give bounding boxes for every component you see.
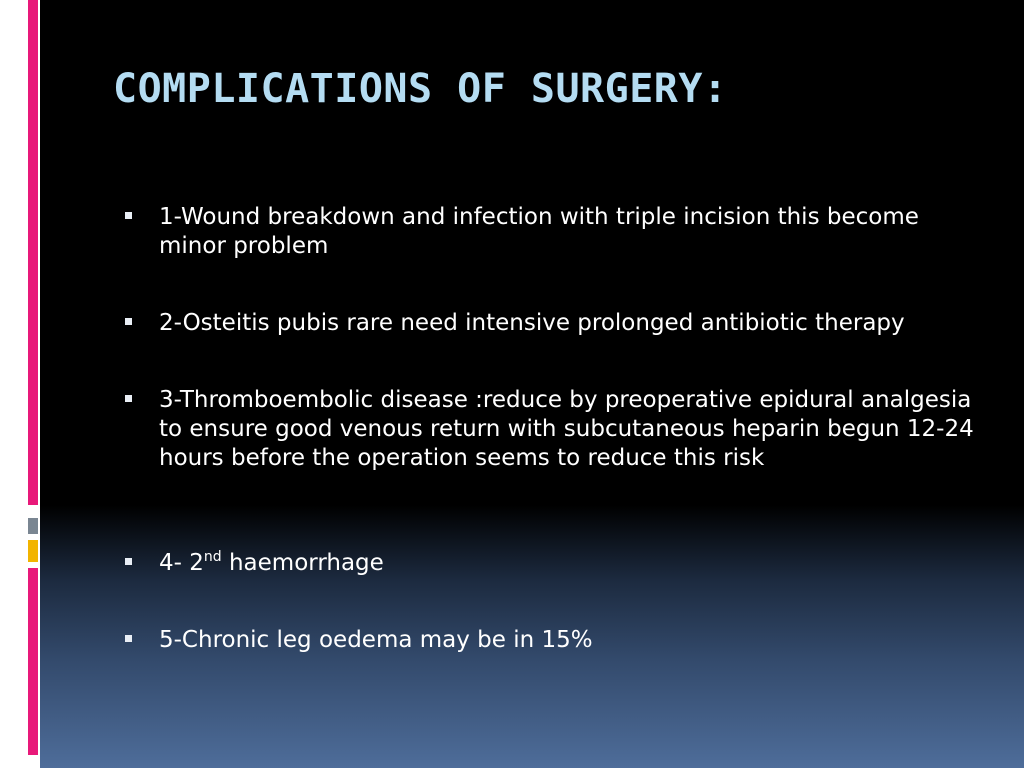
- bullet-text-4: [159, 549, 974, 578]
- ordinal-superscript: nd: [203, 549, 222, 565]
- bullet-text-2: 2-Osteitis pubis rare need intensive prolonged antibiotic therapy: [159, 310, 905, 336]
- bullet-text-4-suffix: haemorrhage: [221, 550, 384, 576]
- bullet-text-4-prefix: 4- 2: [159, 550, 204, 576]
- bullet-text-1: 1-Wound breakdown and infection with triple incision this become minor problem: [159, 204, 919, 259]
- bullet-text-3: 3-Thromboembolic disease :reduce by preoperative epidural analgesia to ensure good venous return with subcutaneous heparin begun 12-24 hours before the operation seems to reduce this risk: [159, 387, 974, 471]
- bullet-text-5: 5-Chronic leg oedema may be in 15%: [159, 627, 593, 653]
- square-bullet-icon: [125, 395, 132, 402]
- square-bullet-icon: [125, 212, 132, 219]
- square-bullet-icon: [125, 635, 132, 642]
- square-bullet-icon: [125, 558, 132, 565]
- slide-title: COMPLICATIONS OF SURGERY:: [113, 66, 728, 112]
- square-bullet-icon: [125, 318, 132, 325]
